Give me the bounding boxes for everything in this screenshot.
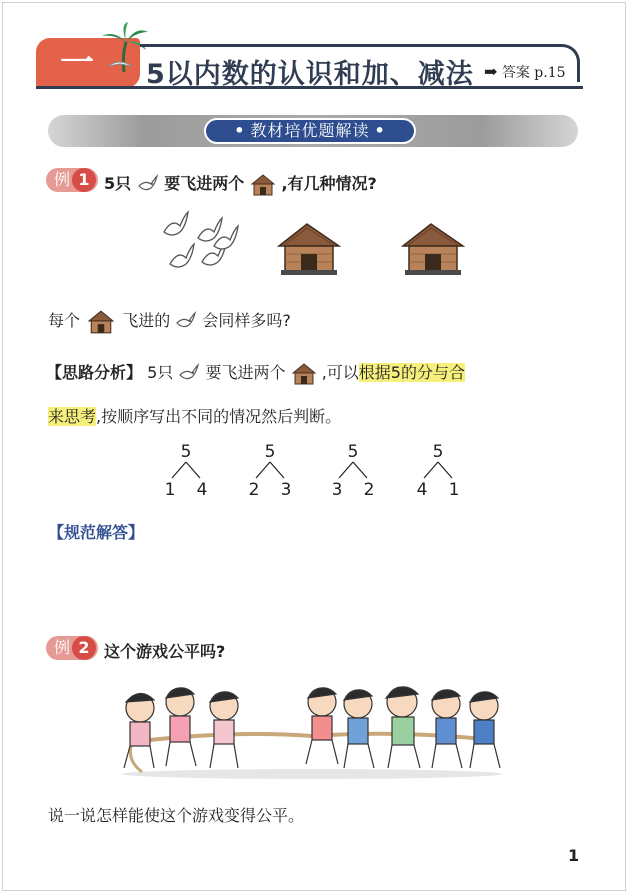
decomp-right: 4: [196, 480, 208, 500]
decomp-left: 4: [416, 480, 428, 500]
analysis-text-1: 5只: [147, 363, 174, 382]
decomposition-4: [418, 442, 458, 502]
chapter-number: 一: [60, 43, 94, 83]
decomp-right: 1: [448, 480, 460, 500]
followup-text-1: 每个: [48, 311, 81, 330]
branch-lines: [333, 460, 373, 480]
answer-reference-text: 答案 p.15: [501, 65, 566, 81]
kids-tug-of-war-illustration: [112, 680, 512, 780]
branch-lines: [418, 460, 458, 480]
followup-text-3: 会同样多吗?: [202, 311, 291, 330]
branch-lines: [250, 460, 290, 480]
decomp-whole: 5: [180, 442, 192, 462]
answer-reference[interactable]: [484, 62, 566, 82]
decomp-left: 3: [331, 480, 343, 500]
decomp-right: 2: [363, 480, 375, 500]
branch-lines: [166, 460, 206, 480]
house-icon: [291, 362, 317, 386]
decomposition-1: [166, 442, 206, 502]
analysis-text-2: 要飞进两个: [205, 363, 286, 382]
q-text-2: 要飞进两个: [164, 174, 245, 193]
decomp-whole: 5: [264, 442, 276, 462]
example-2-prompt: 说一说怎样能使这个游戏变得公平。: [48, 806, 305, 825]
followup-text-2: 飞进的: [122, 311, 171, 330]
decomp-left: 1: [164, 480, 176, 500]
dove-icon: [175, 311, 197, 333]
decomposition-2: [250, 442, 290, 502]
example-1-label: 例: [54, 170, 71, 189]
section-banner-label: 教材培优题解读: [250, 121, 370, 140]
section-banner: • 教材培优题解读 •: [204, 118, 416, 144]
analysis-highlight-1: 根据5的分与合: [358, 363, 465, 382]
q-text-1: 5只: [104, 174, 132, 193]
house-illustration-1: [277, 222, 341, 276]
dove-icon: [178, 363, 200, 385]
page-number: 1: [568, 846, 580, 865]
analysis-line-1: [46, 360, 465, 386]
decomp-left: 2: [248, 480, 260, 500]
example-1-followup: [48, 308, 291, 335]
house-illustration-2: [401, 222, 465, 276]
house-icon: [250, 173, 276, 197]
analysis-highlight-2: 来思考: [48, 407, 97, 426]
decomp-right: 3: [280, 480, 292, 500]
q-text-3: ,有几种情况?: [281, 174, 377, 193]
house-icon: [85, 309, 117, 335]
analysis-label: 【思路分析】: [46, 363, 143, 382]
example-2-question: 这个游戏公平吗?: [104, 642, 226, 661]
analysis-line-2: [48, 404, 341, 427]
arrow-right-icon: ➡: [484, 62, 498, 81]
analysis-text-3: ,可以: [321, 363, 359, 382]
example-2-number: 2: [72, 636, 96, 660]
decomp-whole: 5: [432, 442, 444, 462]
analysis-text-4: ,按顺序写出不同的情况然后判断。: [96, 407, 342, 426]
dove-icon: [137, 174, 159, 196]
decomp-whole: 5: [347, 442, 359, 462]
decomposition-3: [333, 442, 373, 502]
solution-label: 【规范解答】: [48, 523, 145, 542]
doves-illustration: [158, 208, 240, 282]
example-2-label: 例: [54, 638, 71, 657]
chapter-title: 5以内数的认识和加、减法: [146, 59, 474, 90]
example-1-question: [104, 171, 377, 197]
example-1-number: 1: [72, 168, 96, 192]
